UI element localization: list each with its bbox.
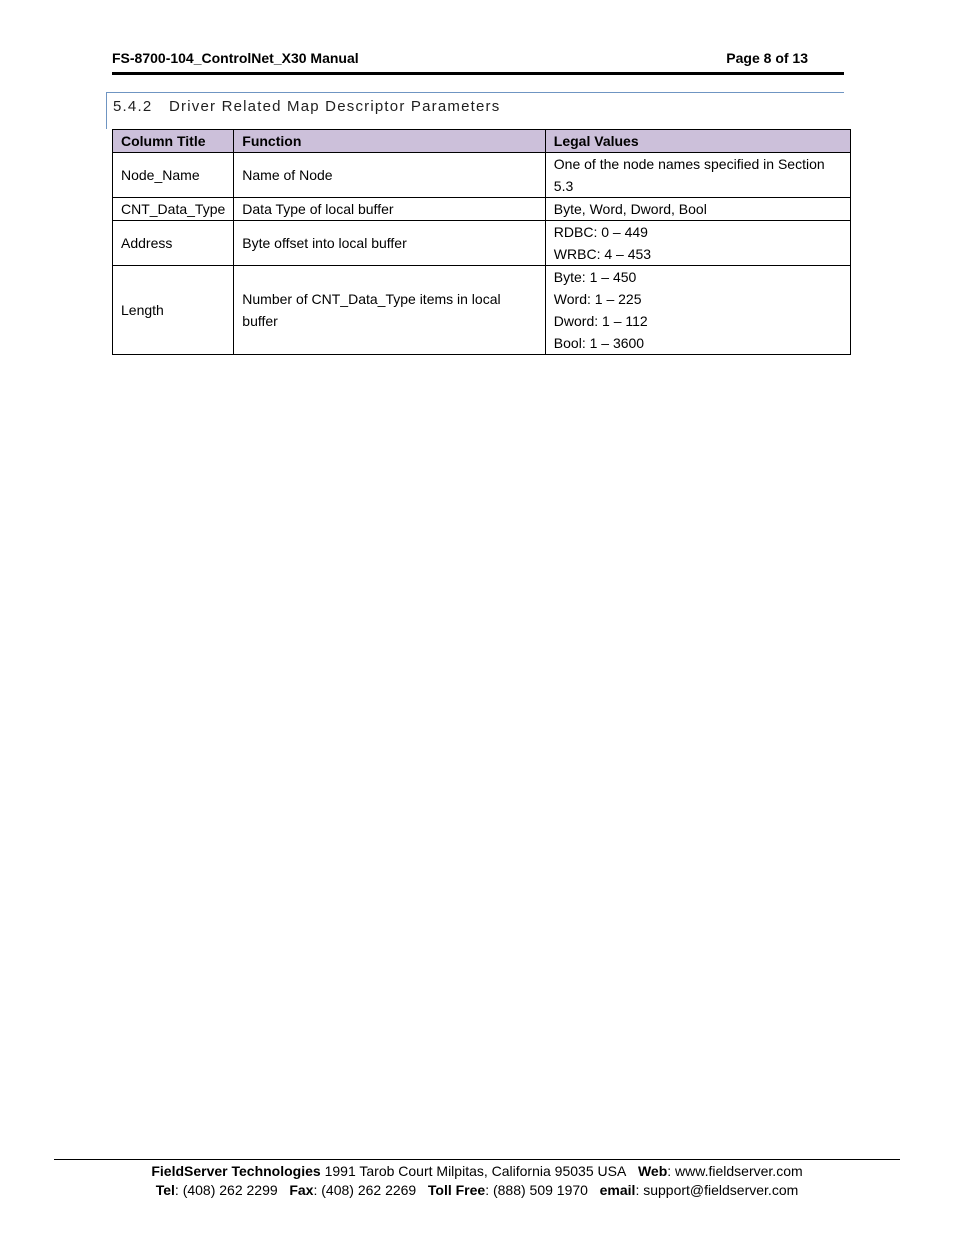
column-header-legal-values: Legal Values	[545, 130, 850, 153]
legal-value-line: Byte: 1 – 450	[553, 269, 637, 285]
footer-fax-value: : (408) 262 2269	[313, 1182, 417, 1198]
legal-value-line: WRBC: 4 – 453	[553, 246, 652, 262]
cell-title: Length	[113, 266, 234, 355]
footer-address: 1991 Tarob Court Milpitas, California 95035 USA	[320, 1163, 627, 1179]
footer-fax-label: Fax	[289, 1182, 314, 1198]
footer-tollfree-value: : (888) 509 1970	[485, 1182, 588, 1198]
cell-title: CNT_Data_Type	[113, 198, 234, 221]
cell-function: Byte offset into local buffer	[234, 221, 546, 266]
cell-title: Address	[113, 221, 234, 266]
column-header-title: Column Title	[113, 130, 234, 153]
cell-legal-values	[545, 266, 850, 355]
cell-legal-values	[545, 221, 850, 266]
table-row	[113, 221, 851, 266]
table-row	[113, 153, 851, 198]
page-footer	[0, 1162, 954, 1200]
footer-email-label: email	[599, 1182, 636, 1198]
legal-value-line: Word: 1 – 225	[553, 291, 642, 307]
footer-tel-label: Tel	[155, 1182, 175, 1198]
header-divider	[112, 72, 844, 75]
cell-function: Name of Node	[234, 153, 546, 198]
cell-function: Data Type of local buffer	[234, 198, 546, 221]
map-descriptor-parameters-table	[112, 129, 851, 355]
legal-value-line: Bool: 1 – 3600	[553, 335, 645, 351]
page-number: Page 8 of 13	[726, 50, 808, 66]
section-number: 5.4.2	[113, 98, 153, 115]
table-row	[113, 198, 851, 221]
footer-web-value: : www.fieldserver.com	[667, 1163, 803, 1179]
section-title: Driver Related Map Descriptor Parameters	[169, 98, 501, 115]
cell-function: Number of CNT_Data_Type items in local buffer	[234, 266, 546, 355]
footer-email-value: : support@fieldserver.com	[635, 1182, 799, 1198]
footer-tollfree-label: Toll Free	[427, 1182, 486, 1198]
footer-company: FieldServer Technologies	[151, 1163, 321, 1179]
cell-legal-values: Byte, Word, Dword, Bool	[545, 198, 850, 221]
footer-web-label: Web	[637, 1163, 668, 1179]
legal-value-line: Dword: 1 – 112	[553, 313, 648, 329]
footer-divider	[54, 1159, 900, 1160]
section-heading-box	[106, 92, 844, 129]
footer-line-2	[0, 1181, 954, 1200]
cell-title: Node_Name	[113, 153, 234, 198]
legal-value-line: RDBC: 0 – 449	[553, 224, 648, 240]
page-header	[112, 50, 808, 70]
section-heading	[113, 98, 500, 115]
table-row	[113, 266, 851, 355]
cell-legal-values: One of the node names specified in Section 5.3	[545, 153, 850, 198]
footer-line-1	[0, 1162, 954, 1181]
table-header-row	[113, 130, 851, 153]
document-title: FS-8700-104_ControlNet_X30 Manual	[112, 50, 359, 66]
column-header-function: Function	[234, 130, 546, 153]
footer-tel-value: : (408) 262 2299	[174, 1182, 278, 1198]
